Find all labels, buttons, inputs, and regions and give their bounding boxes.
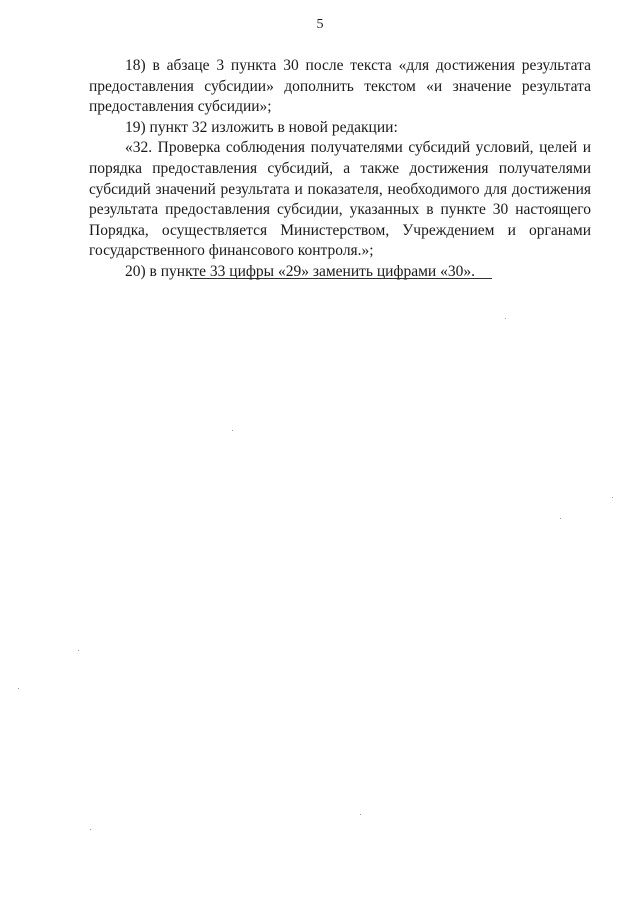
page-number: 5 (316, 17, 324, 32)
scan-speck (560, 518, 561, 519)
paragraph-item-19: 19) пункт 32 изложить в новой редакции: (125, 118, 398, 136)
document-body (89, 56, 591, 283)
scan-speck (90, 829, 91, 830)
end-of-text-rule (190, 278, 492, 279)
paragraph-item-32-text: «32. Проверка соблюдения получателями субсидий условий, целей и порядка предоставления субсидий, а также достижения получателями субсидий значений результата и показателя, необходимого для достижения результата предоставления субсидии, указанных в пункте 30 настоящего Порядка, осуществляется Министерством, Учреждением и органами государственного финансового контроля.»; (89, 139, 591, 260)
scan-speck (612, 497, 613, 498)
paragraph-item-20: 20) в пункте 33 цифры «29» заменить цифрами «30». (125, 262, 475, 280)
scan-speck (360, 814, 361, 815)
scan-speck (232, 430, 233, 431)
paragraph-item-18: 18) в абзаце 3 пункта 30 после текста «для достижения результата предоставления субсидии» дополнить текстом «и значение результата предоставления субсидии»; (89, 57, 591, 116)
scan-speck (18, 688, 19, 689)
scan-speck (78, 650, 79, 651)
scan-speck (505, 318, 506, 319)
